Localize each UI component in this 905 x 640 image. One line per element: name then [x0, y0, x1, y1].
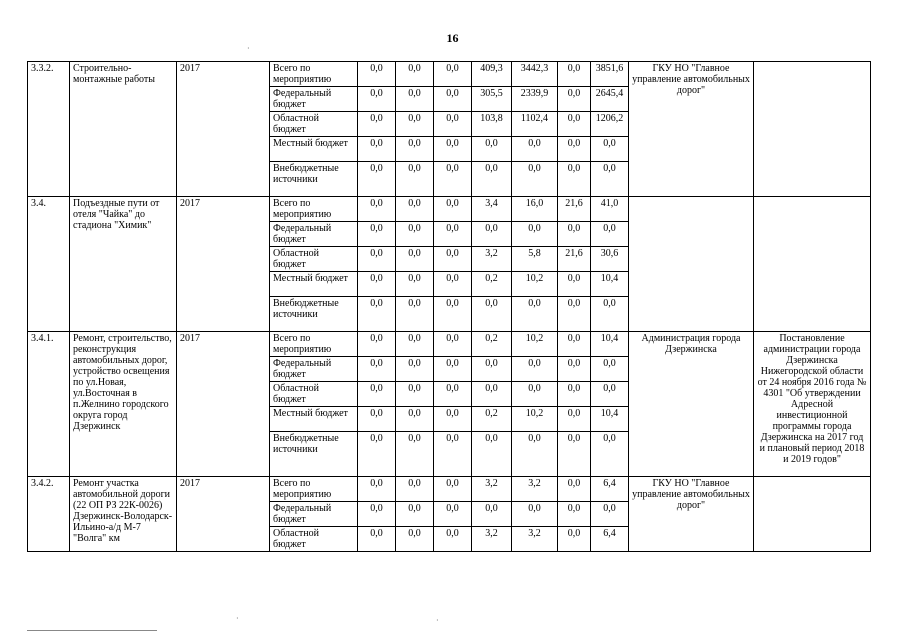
amount-cell: 0,0 — [472, 502, 512, 527]
amount-cell: 3,2 — [472, 477, 512, 502]
amount-cell: 0,0 — [434, 112, 472, 137]
amount-cell: 0,0 — [434, 477, 472, 502]
amount-cell: 0,0 — [396, 357, 434, 382]
amount-cell: 41,0 — [591, 197, 629, 222]
amount-cell: 409,3 — [472, 62, 512, 87]
amount-cell: 0,0 — [558, 222, 591, 247]
executor: Администрация города Дзержинска — [629, 332, 754, 477]
amount-cell: 0,0 — [358, 357, 396, 382]
amount-cell: 16,0 — [512, 197, 558, 222]
amount-cell: 0,0 — [396, 502, 434, 527]
amount-cell: 0,0 — [396, 332, 434, 357]
amount-cell: 0,0 — [396, 272, 434, 297]
funding-source: Областной бюджет — [270, 527, 358, 552]
amount-cell: 0,0 — [358, 382, 396, 407]
scan-speck: · — [247, 44, 250, 53]
amount-cell: 0,0 — [558, 87, 591, 112]
funding-source: Всего по мероприятию — [270, 332, 358, 357]
amount-cell: 21,6 — [558, 197, 591, 222]
amount-cell: 0,0 — [512, 502, 558, 527]
amount-cell: 0,0 — [396, 407, 434, 432]
amount-cell: 0,0 — [434, 197, 472, 222]
amount-cell: 0,0 — [396, 87, 434, 112]
funding-source: Местный бюджет — [270, 407, 358, 432]
amount-cell: 0,0 — [591, 382, 629, 407]
amount-cell: 0,0 — [434, 137, 472, 162]
legal-basis — [754, 62, 871, 197]
amount-cell: 0,0 — [396, 62, 434, 87]
amount-cell: 0,0 — [434, 332, 472, 357]
amount-cell: 0,0 — [558, 432, 591, 477]
amount-cell: 3,4 — [472, 197, 512, 222]
funding-source: Областной бюджет — [270, 112, 358, 137]
funding-source: Внебюджетные источники — [270, 297, 358, 332]
item-name: Подъездные пути от отеля "Чайка" до стадиона "Химик" — [70, 197, 177, 332]
amount-cell: 0,0 — [558, 407, 591, 432]
executor — [629, 197, 754, 332]
amount-cell: 6,4 — [591, 527, 629, 552]
funding-source: Федеральный бюджет — [270, 357, 358, 382]
item-number: 3.4. — [28, 197, 70, 332]
amount-cell: 0,0 — [512, 357, 558, 382]
amount-cell: 3,2 — [472, 527, 512, 552]
amount-cell: 0,0 — [396, 197, 434, 222]
amount-cell: 0,0 — [434, 62, 472, 87]
amount-cell: 3,2 — [512, 527, 558, 552]
amount-cell: 0,0 — [358, 87, 396, 112]
amount-cell: 0,2 — [472, 332, 512, 357]
amount-cell: 0,0 — [434, 297, 472, 332]
amount-cell: 2339,9 — [512, 87, 558, 112]
table-row — [28, 332, 871, 357]
funding-source: Федеральный бюджет — [270, 87, 358, 112]
funding-source: Внебюджетные источники — [270, 162, 358, 197]
amount-cell: 0,0 — [396, 137, 434, 162]
amount-cell: 0,0 — [558, 62, 591, 87]
amount-cell: 0,0 — [358, 477, 396, 502]
amount-cell: 0,0 — [558, 357, 591, 382]
amount-cell: 0,0 — [396, 477, 434, 502]
executor: ГКУ НО "Главное управление автомобильных дорог" — [629, 477, 754, 552]
table-body — [28, 62, 871, 552]
amount-cell: 0,0 — [434, 222, 472, 247]
amount-cell: 0,0 — [591, 137, 629, 162]
item-year: 2017 — [177, 477, 270, 552]
funding-source: Местный бюджет — [270, 272, 358, 297]
amount-cell: 2645,4 — [591, 87, 629, 112]
amount-cell: 0,0 — [434, 407, 472, 432]
amount-cell: 0,0 — [558, 332, 591, 357]
amount-cell: 0,0 — [396, 222, 434, 247]
item-year: 2017 — [177, 197, 270, 332]
amount-cell: 0,0 — [558, 382, 591, 407]
amount-cell: 0,0 — [358, 62, 396, 87]
amount-cell: 0,0 — [434, 432, 472, 477]
item-name: Ремонт, строительство, реконструкция автомобильных дорог, устройство освещения по ул.Новая, ул.Восточная в п.Желнино городского округа город Дзержинск — [70, 332, 177, 477]
amount-cell: 21,6 — [558, 247, 591, 272]
amount-cell: 0,0 — [358, 222, 396, 247]
amount-cell: 1206,2 — [591, 112, 629, 137]
amount-cell: 0,0 — [591, 432, 629, 477]
item-number: 3.4.2. — [28, 477, 70, 552]
legal-basis: Постановление администрации города Дзержинска Нижегородской области от 24 ноября 2016 года № 4301 "Об утверждении Адресной инвестиционной программы города Дзержинска на 2017 год и плановый период 2018 и 2019 годов" — [754, 332, 871, 477]
amount-cell: 0,0 — [358, 527, 396, 552]
amount-cell: 0,0 — [358, 297, 396, 332]
amount-cell: 0,0 — [396, 247, 434, 272]
amount-cell: 0,0 — [512, 382, 558, 407]
amount-cell: 0,0 — [558, 477, 591, 502]
amount-cell: 0,0 — [358, 197, 396, 222]
amount-cell: 0,0 — [512, 297, 558, 332]
amount-cell: 0,2 — [472, 407, 512, 432]
amount-cell: 305,5 — [472, 87, 512, 112]
amount-cell: 6,4 — [591, 477, 629, 502]
amount-cell: 10,2 — [512, 407, 558, 432]
amount-cell: 10,4 — [591, 407, 629, 432]
amount-cell: 0,0 — [512, 432, 558, 477]
amount-cell: 0,0 — [434, 502, 472, 527]
amount-cell: 0,0 — [396, 527, 434, 552]
item-number: 3.4.1. — [28, 332, 70, 477]
amount-cell: 0,0 — [396, 432, 434, 477]
funding-source: Всего по мероприятию — [270, 62, 358, 87]
funding-source: Местный бюджет — [270, 137, 358, 162]
amount-cell: 0,0 — [472, 297, 512, 332]
amount-cell: 0,0 — [358, 502, 396, 527]
amount-cell: 0,0 — [358, 332, 396, 357]
amount-cell: 0,0 — [396, 297, 434, 332]
amount-cell: 10,2 — [512, 272, 558, 297]
amount-cell: 103,8 — [472, 112, 512, 137]
item-year: 2017 — [177, 62, 270, 197]
amount-cell: 3,2 — [472, 247, 512, 272]
amount-cell: 0,0 — [591, 297, 629, 332]
amount-cell: 3851,6 — [591, 62, 629, 87]
item-name: Ремонт участка автомобильной дороги (22 ОП РЗ 22К-0026) Дзержинск-Володарск-Ильино-а/д М-7 "Волга" км — [70, 477, 177, 552]
amount-cell: 0,0 — [358, 247, 396, 272]
amount-cell: 0,0 — [591, 222, 629, 247]
funding-source: Всего по мероприятию — [270, 477, 358, 502]
amount-cell: 0,0 — [358, 407, 396, 432]
funding-source: Всего по мероприятию — [270, 197, 358, 222]
page-number: 16 — [446, 31, 459, 45]
funding-source: Федеральный бюджет — [270, 502, 358, 527]
amount-cell: 3,2 — [512, 477, 558, 502]
amount-cell: 0,0 — [558, 112, 591, 137]
scan-speck: · — [436, 616, 439, 625]
amount-cell: 0,2 — [472, 272, 512, 297]
legal-basis — [754, 197, 871, 332]
amount-cell: 0,0 — [396, 112, 434, 137]
amount-cell: 30,6 — [591, 247, 629, 272]
program-table — [27, 61, 871, 552]
amount-cell: 0,0 — [434, 382, 472, 407]
amount-cell: 0,0 — [558, 137, 591, 162]
amount-cell: 0,0 — [358, 137, 396, 162]
amount-cell: 0,0 — [434, 162, 472, 197]
funding-source: Областной бюджет — [270, 382, 358, 407]
amount-cell: 0,0 — [358, 162, 396, 197]
amount-cell: 0,0 — [512, 222, 558, 247]
funding-source: Областной бюджет — [270, 247, 358, 272]
amount-cell: 1102,4 — [512, 112, 558, 137]
footer-rule — [27, 630, 157, 631]
amount-cell: 10,2 — [512, 332, 558, 357]
funding-source: Федеральный бюджет — [270, 222, 358, 247]
amount-cell: 0,0 — [591, 162, 629, 197]
amount-cell: 0,0 — [434, 247, 472, 272]
amount-cell: 0,0 — [434, 87, 472, 112]
executor: ГКУ НО "Главное управление автомобильных дорог" — [629, 62, 754, 197]
table-row — [28, 477, 871, 502]
amount-cell: 0,0 — [358, 432, 396, 477]
amount-cell: 0,0 — [434, 357, 472, 382]
amount-cell: 10,4 — [591, 332, 629, 357]
funding-source: Внебюджетные источники — [270, 432, 358, 477]
amount-cell: 0,0 — [472, 137, 512, 162]
amount-cell: 10,4 — [591, 272, 629, 297]
amount-cell: 0,0 — [558, 527, 591, 552]
amount-cell: 0,0 — [434, 527, 472, 552]
amount-cell: 0,0 — [591, 357, 629, 382]
amount-cell: 5,8 — [512, 247, 558, 272]
amount-cell: 0,0 — [558, 502, 591, 527]
amount-cell: 0,0 — [558, 162, 591, 197]
table-row — [28, 197, 871, 222]
amount-cell: 0,0 — [396, 162, 434, 197]
amount-cell: 0,0 — [591, 502, 629, 527]
amount-cell: 0,0 — [472, 222, 512, 247]
amount-cell: 0,0 — [512, 162, 558, 197]
item-name: Строительно-монтажные работы — [70, 62, 177, 197]
amount-cell: 0,0 — [558, 272, 591, 297]
amount-cell: 0,0 — [396, 382, 434, 407]
table-row — [28, 62, 871, 87]
amount-cell: 0,0 — [472, 432, 512, 477]
amount-cell: 0,0 — [512, 137, 558, 162]
scan-speck: · — [236, 614, 239, 623]
amount-cell: 0,0 — [472, 382, 512, 407]
amount-cell: 3442,3 — [512, 62, 558, 87]
amount-cell: 0,0 — [358, 112, 396, 137]
amount-cell: 0,0 — [434, 272, 472, 297]
item-number: 3.3.2. — [28, 62, 70, 197]
amount-cell: 0,0 — [472, 162, 512, 197]
amount-cell: 0,0 — [472, 357, 512, 382]
item-year: 2017 — [177, 332, 270, 477]
legal-basis — [754, 477, 871, 552]
amount-cell: 0,0 — [558, 297, 591, 332]
amount-cell: 0,0 — [358, 272, 396, 297]
